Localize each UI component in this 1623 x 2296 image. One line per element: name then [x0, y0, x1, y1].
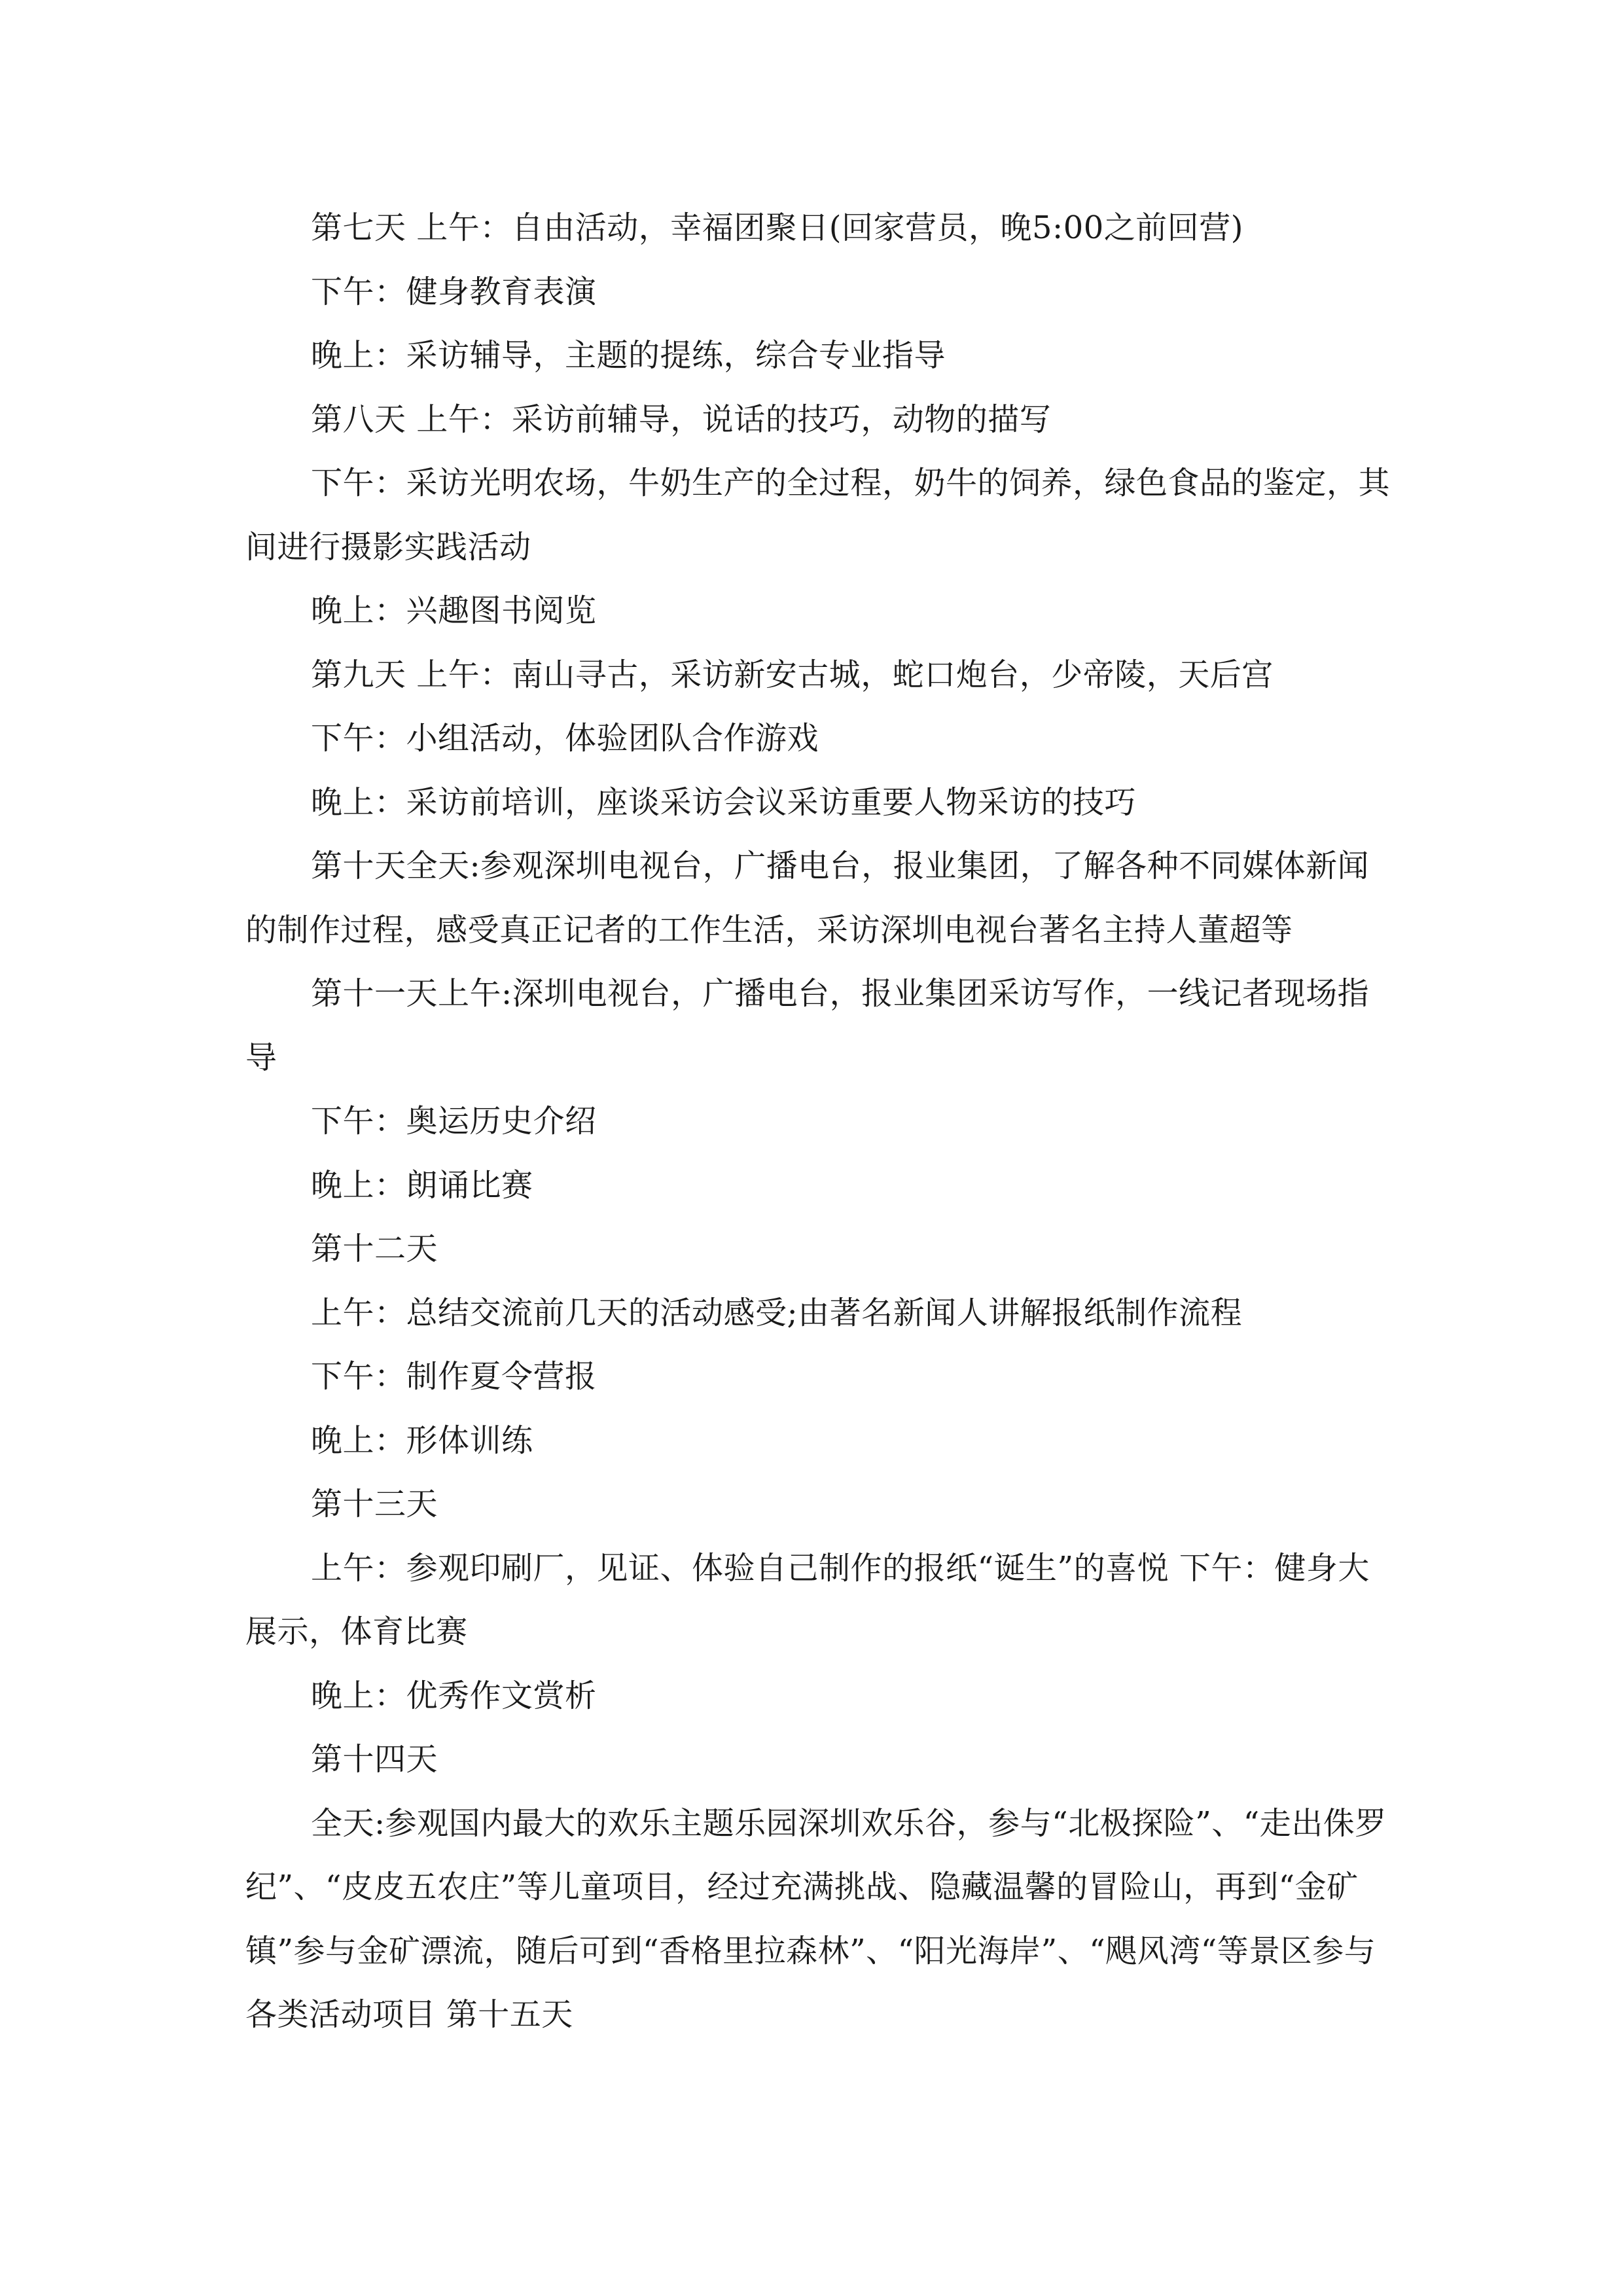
paragraph-day7-afternoon: 下午：健身教育表演	[311, 273, 597, 310]
paragraph-day7-evening: 晚上：采访辅导，主题的提练，综合专业指导	[311, 337, 946, 374]
paragraph-day9-morning: 第九天 上午：南山寻古，采访新安古城，蛇口炮台，少帝陵，天后宫	[311, 656, 1274, 693]
document-body	[245, 196, 1391, 2047]
paragraph-day13-morning: 上午：参观印刷厂，见证、体验自己制作的报纸“诞生”的喜悦 下午：健身大展示，体育比赛	[245, 1549, 1370, 1650]
paragraph-day11-afternoon: 下午：奥运历史介绍	[311, 1103, 597, 1139]
paragraph-day12-evening: 晚上：形体训练	[311, 1422, 533, 1459]
paragraph-day11-evening: 晚上：朗诵比赛	[311, 1166, 533, 1204]
paragraph-day12-morning: 上午：总结交流前几天的活动感受;由著名新闻人讲解报纸制作流程	[311, 1294, 1243, 1331]
paragraph-day14-fullday: 全天:参观国内最大的欢乐主题乐园深圳欢乐谷，参与“北极探险”、“走出侏罗纪”、“皮皮五农庄”等儿童项目，经过充满挑战、隐藏温馨的冒险山，再到“金矿镇”参与金矿漂流，随后可到“香格里拉森林”、“阳光海岸”、“飓风湾“等景区参与各类活动项目 第十五天	[245, 1804, 1387, 2033]
paragraph-day9-afternoon: 下午：小组活动，体验团队合作游戏	[311, 720, 819, 757]
paragraph-day13-heading: 第十三天	[311, 1486, 438, 1522]
paragraph-day7-morning: 第七天 上午：自由活动，幸福团聚日(回家营员，晚5:00之前回营)	[311, 209, 1244, 246]
paragraph-day14-heading: 第十四天	[311, 1741, 438, 1778]
paragraph-day12-heading: 第十二天	[311, 1230, 438, 1267]
paragraph-day10-fullday: 第十天全天:参观深圳电视台，广播电台，报业集团，了解各种不同媒体新闻的制作过程，感受真正记者的工作生活，采访深圳电视台著名主持人董超等	[245, 848, 1370, 948]
paragraph-day13-evening: 晚上：优秀作文赏析	[311, 1677, 597, 1714]
paragraph-day8-morning: 第八天 上午：采访前辅导，说话的技巧，动物的描写	[311, 401, 1052, 438]
paragraph-day8-evening: 晚上：兴趣图书阅览	[311, 592, 597, 629]
paragraph-day12-afternoon: 下午：制作夏令营报	[311, 1358, 597, 1395]
paragraph-day11-morning: 第十一天上午:深圳电视台，广播电台，报业集团采访写作，一线记者现场指导	[245, 975, 1370, 1076]
paragraph-day8-afternoon: 下午：采访光明农场，牛奶生产的全过程，奶牛的饲养，绿色食品的鉴定，其间进行摄影实践活动	[245, 465, 1391, 565]
paragraph-day9-evening: 晚上：采访前培训，座谈采访会议采访重要人物采访的技巧	[311, 783, 1137, 821]
